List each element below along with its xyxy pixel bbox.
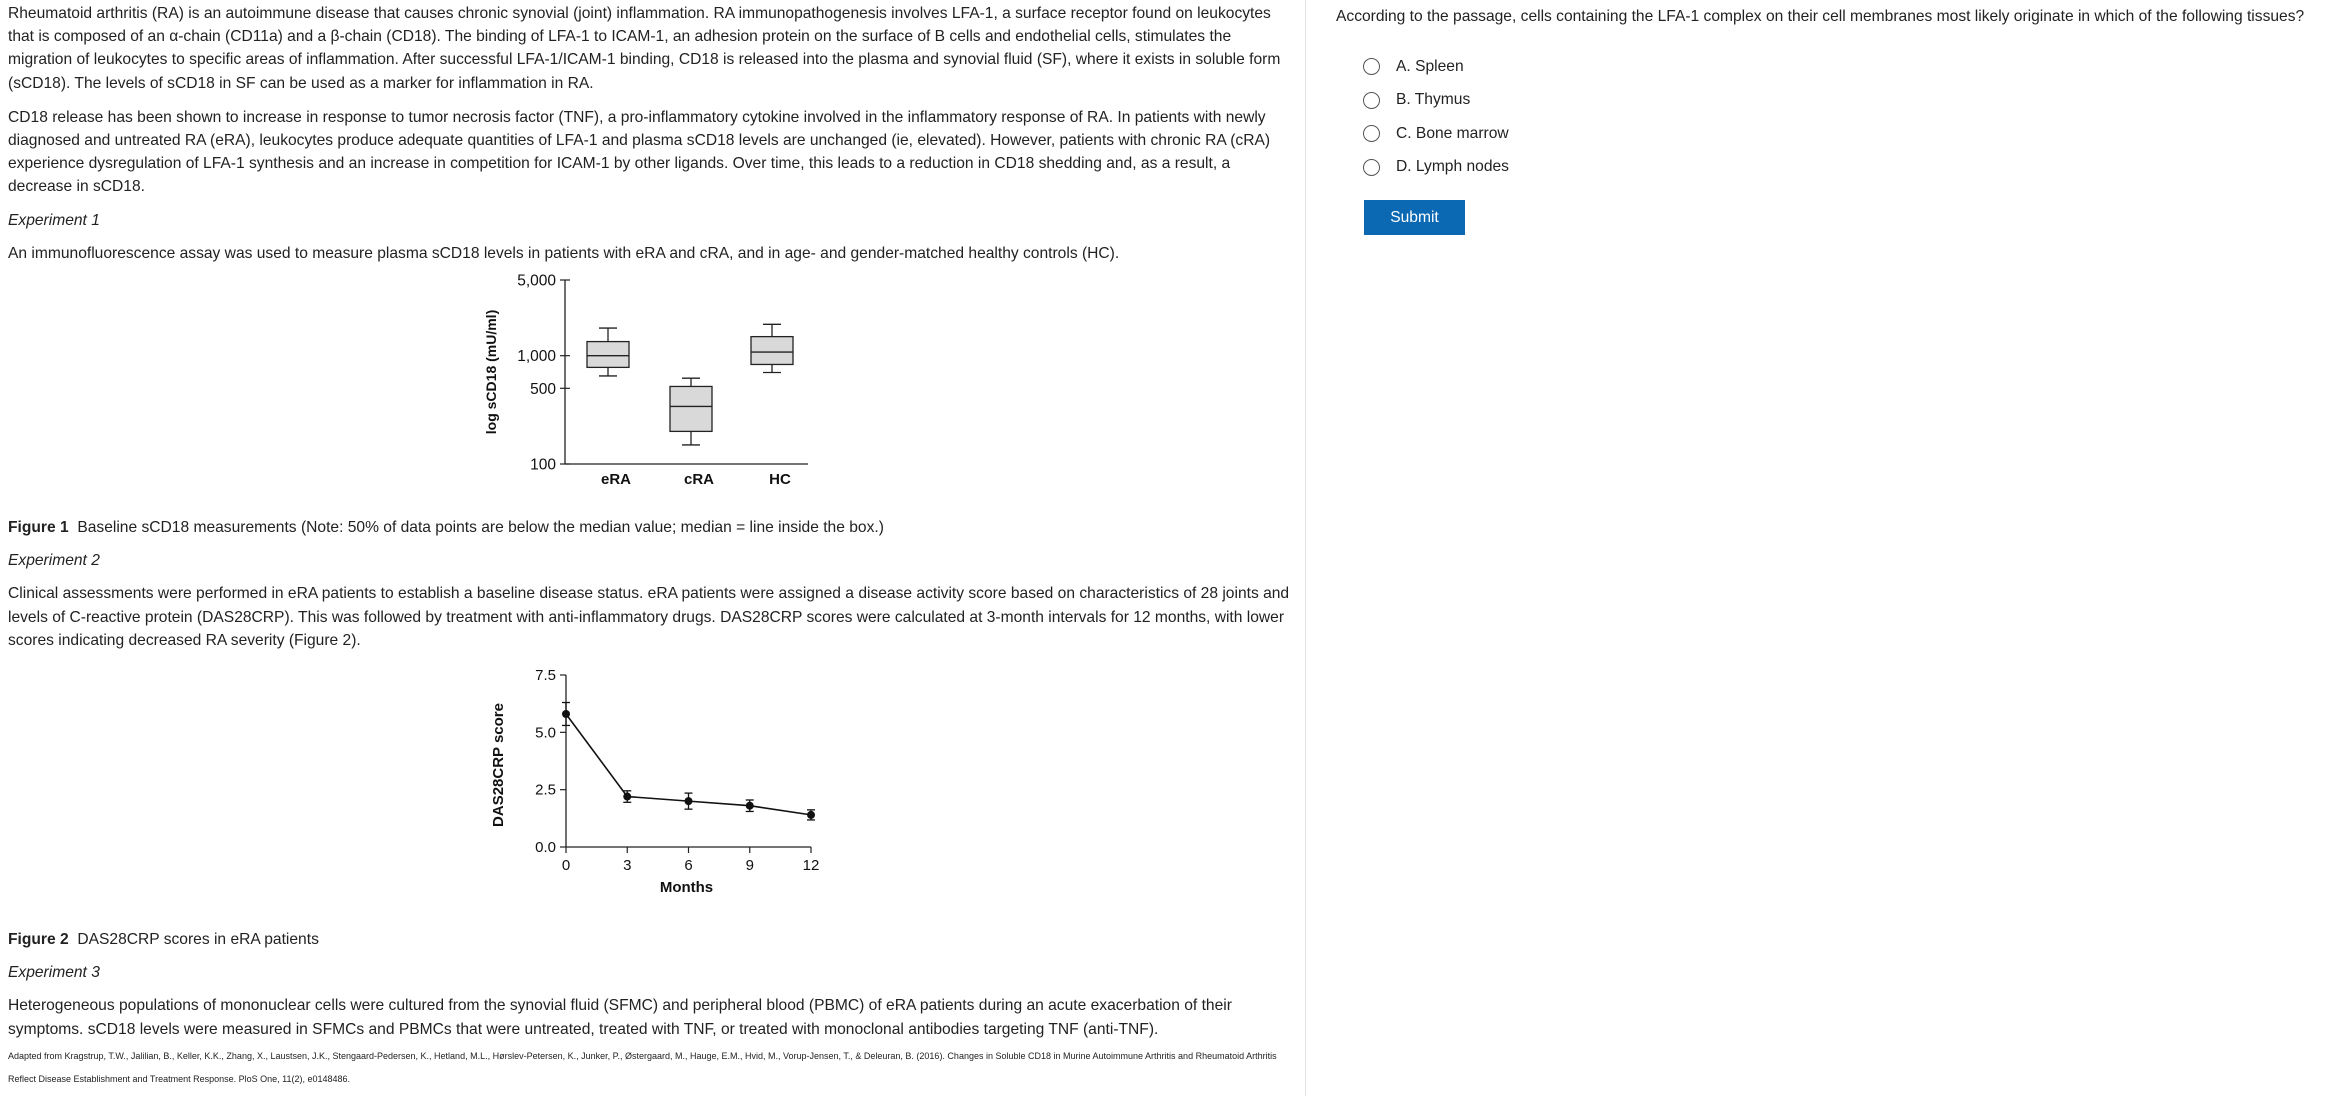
choice-c-label: C. Bone marrow [1396, 124, 1509, 142]
x-axis-label: Months [659, 879, 714, 897]
figure-1-boxplot [8, 269, 1306, 512]
radio-button-a[interactable] [1363, 58, 1380, 75]
data-point [562, 710, 570, 718]
radio-button-d[interactable] [1363, 159, 1380, 176]
passage-paragraph-1: Rheumatoid arthritis (RA) is an autoimmune disease that causes chronic synovial (joint) inflammation. RA immunopathogenesis involves LFA-1, a surface receptor found on leukocytes that is composed of an α-chain (CD11a) and a β-chain (CD18). The binding of LFA-1 to ICAM-1, an adhesion protein on the surface of B cells and endothelial cells, stimulates the migration of leukocytes to specific areas of inflammation. After successful LFA-1/ICAM-1 binding, CD18 is released into the plasma and synovial fluid (SF), where it exists in soluble form (sCD18). The levels of sCD18 in SF can be used as a marker for inflammation in RA. [8, 5, 1281, 92]
figure-1-label: Figure 1 [8, 519, 69, 537]
passage-paragraph-2: CD18 release has been shown to increase in response to tumor necrosis factor (TNF), a pro-inflammatory cytokine involved in the inflammatory response of RA. In patients with newly diagnosed and untreated RA (eRA), leukocytes produce adequate quantities of LFA-1 and plasma sCD18 levels are unchanged (ie, elevated). However, patients with chronic RA (cRA) experience dysregulation of LFA-1 synthesis and an increase in competition for ICAM-1 by other ligands. Over time, this leads to a reduction in CD18 shedding and, as a result, a decrease in sCD18. [8, 108, 1271, 196]
experiment-3-text: Heterogeneous populations of mononuclear cells were cultured from the synovial fluid (SFMC) and peripheral blood (PBMC) of eRA patients during an acute exacerbation of their symptoms. sCD18 levels were measured in SFMCs and PBMCs that were untreated, treated with TNF, or treated with monoclonal antibodies targeting TNF (anti-TNF). [8, 997, 1232, 1038]
x-tick-label: HC [769, 471, 791, 489]
figure-1-caption [8, 516, 1297, 539]
figure-2-label: Figure 2 [8, 931, 69, 949]
question-stem: According to the passage, cells containing the LFA-1 complex on their cell membranes most likely originate in which of the following tissues? [1336, 8, 2305, 25]
experiment-2-text: Clinical assessments were performed in eRA patients to establish a baseline disease status. eRA patients were assigned a disease activity score based on characteristics of 28 joints and levels of C-reactive protein (DAS28CRP). This was followed by treatment with anti-inflammatory drugs. DAS28CRP scores were calculated at 3-month intervals for 12 months, with lower scores indicating decreased RA severity (Figure 2). [8, 585, 1290, 649]
choice-b-label: B. Thymus [1396, 91, 1471, 109]
data-point [685, 797, 693, 805]
choice-d-label: D. Lymph nodes [1396, 158, 1509, 176]
data-point [623, 793, 631, 801]
x-tick-label: 3 [623, 857, 632, 875]
y-tick-label: 500 [530, 380, 556, 398]
y-tick-label: 5.0 [535, 724, 556, 742]
y-tick-label: 1,000 [517, 348, 556, 366]
experiment-1-title: Experiment 1 [8, 211, 100, 229]
figure-2-linechart [8, 657, 1306, 924]
experiment-3-title: Experiment 3 [8, 964, 100, 982]
box-HC [751, 337, 793, 365]
submit-button[interactable]: Submit [1364, 200, 1465, 235]
radio-button-c[interactable] [1363, 125, 1380, 142]
figure-2-caption-text: DAS28CRP scores in eRA patients [77, 931, 319, 949]
x-tick-label: 12 [802, 857, 820, 875]
figure-1-caption-text: Baseline sCD18 measurements (Note: 50% of data points are below the median value; median = line inside the box.) [77, 519, 884, 537]
box-cRA [670, 386, 712, 431]
question-pane [1307, 0, 2338, 1096]
choice-a[interactable] [1363, 50, 1509, 84]
box-eRA [587, 342, 629, 368]
x-tick-label: 6 [684, 857, 693, 875]
answer-choices [1363, 50, 1509, 184]
x-tick-label: 9 [745, 857, 754, 875]
y-tick-label: 5,000 [517, 272, 556, 290]
y-tick-label: 100 [530, 456, 556, 474]
y-axis-label: log sCD18 (mU/ml) [483, 309, 499, 435]
radio-button-b[interactable] [1363, 92, 1380, 109]
y-tick-label: 7.5 [535, 667, 556, 685]
x-tick-label: eRA [600, 471, 632, 489]
y-axis-label: DAS28CRP score [490, 703, 507, 828]
choice-d[interactable] [1363, 151, 1509, 185]
x-tick-label: 0 [561, 857, 571, 875]
experiment-2-title: Experiment 2 [8, 552, 100, 570]
choice-b[interactable] [1363, 84, 1509, 118]
y-tick-label: 2.5 [535, 781, 556, 799]
y-tick-label: 0.0 [535, 839, 556, 857]
choice-c[interactable] [1363, 117, 1509, 151]
experiment-1-text: An immunofluorescence assay was used to measure plasma sCD18 levels in patients with eRA and cRA, and in age- and gender-matched healthy controls (HC). [8, 244, 1120, 262]
data-point [746, 802, 754, 810]
figure-2-caption [8, 928, 1297, 951]
figure-2 [8, 657, 1297, 924]
figure-1 [8, 269, 1297, 512]
x-tick-label: cRA [683, 471, 715, 489]
citation: Adapted from Kragstrup, T.W., Jalilian, B., Keller, K.K., Zhang, X., Laustsen, J.K., Stengaard-Pedersen, K., Hetland, M.L., Hørslev-Petersen, K., Junker, P., Østergaard, M., Hauge, E.M., Hvid, M., Vorup-Jensen, T., & Deleuran, B. (2016). Changes in Soluble CD18 in Murine Autoimmune Arthritis and Rheumatoid Arthritis Reflect Disease Establishment and Treatment Response. PloS One, 11(2), e0148486. [8, 1050, 1277, 1084]
data-point [807, 811, 815, 819]
choice-a-label: A. Spleen [1396, 57, 1464, 75]
